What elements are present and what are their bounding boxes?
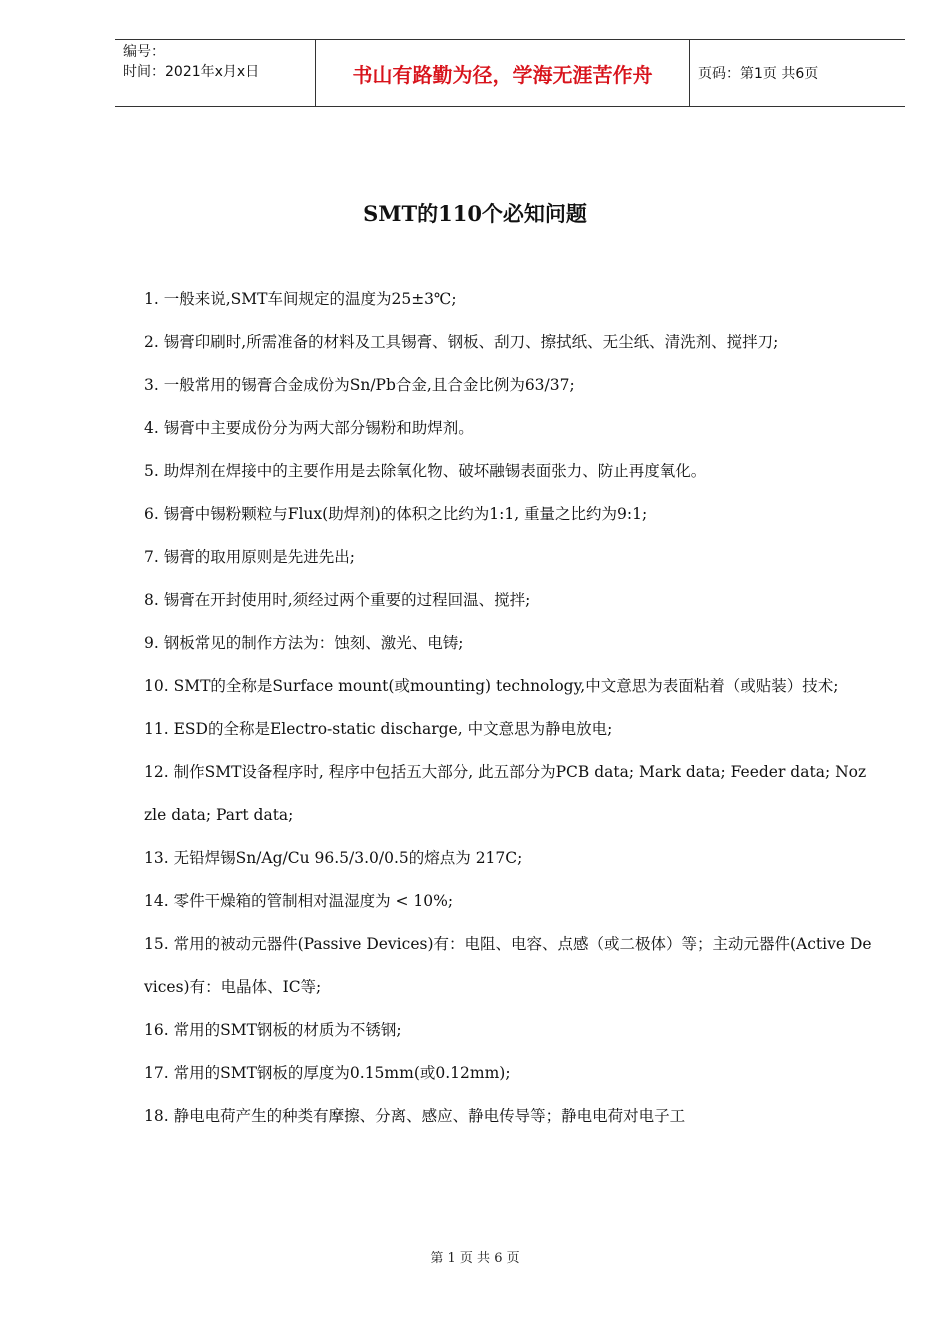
header-time-label: 时间：2021年x月x日 xyxy=(123,64,260,80)
paragraph-1: 1. 一般来说,SMT车间规定的温度为25±3℃; xyxy=(144,290,457,308)
document-title: SMT的110个必知问题 xyxy=(363,201,587,226)
paragraph-4: 4. 锡膏中主要成份分为两大部分锡粉和助焊剂。 xyxy=(144,419,474,437)
document-header xyxy=(115,39,905,107)
paragraph-15: 15. 常用的被动元器件(Passive Devices)有：电阻、电容、点感（或二极体）等；主动元器件(Active Devices)有：电晶体、IC等; xyxy=(144,935,872,996)
paragraph-10: 10. SMT的全称是Surface mount(或mounting) technology,中文意思为表面粘着（或贴装）技术; xyxy=(144,677,839,695)
page-footer: 第 1 页 共 6 页 xyxy=(430,1251,520,1266)
header-page-label: 页码：第1页 共6页 xyxy=(698,66,819,82)
header-motto: 书山有路勤为径，学海无涯苦作舟 xyxy=(316,40,690,106)
paragraph-18: 18. 静电电荷产生的种类有摩擦、分离、感应、静电传导等；静电电荷对电子工 xyxy=(144,1107,686,1125)
paragraph-12: 12. 制作SMT设备程序时, 程序中包括五大部分, 此五部分为PCB data; Mark data; Feeder data; Nozzle data; Part data; xyxy=(144,763,867,824)
paragraph-8: 8. 锡膏在开封使用时,须经过两个重要的过程回温、搅拌; xyxy=(144,591,531,609)
paragraph-16: 16. 常用的SMT钢板的材质为不锈钢; xyxy=(144,1021,402,1039)
header-number-label: 编号： xyxy=(123,44,165,60)
paragraph-13: 13. 无铅焊锡Sn/Ag/Cu 96.5/3.0/0.5的熔点为 217C; xyxy=(144,849,523,867)
header-meta-cell xyxy=(115,40,316,106)
paragraph-14: 14. 零件干燥箱的管制相对温湿度为 < 10%; xyxy=(144,892,454,910)
paragraph-3: 3. 一般常用的锡膏合金成份为Sn/Pb合金,且合金比例为63/37; xyxy=(144,376,575,394)
paragraph-2: 2. 锡膏印刷时,所需准备的材料及工具锡膏、钢板、刮刀、擦拭纸、无尘纸、清洗剂、搅拌刀; xyxy=(144,333,779,351)
paragraph-7: 7. 锡膏的取用原则是先进先出; xyxy=(144,548,355,566)
paragraph-17: 17. 常用的SMT钢板的厚度为0.15mm(或0.12mm); xyxy=(144,1064,511,1082)
paragraph-9: 9. 钢板常见的制作方法为：蚀刻、激光、电铸; xyxy=(144,634,464,652)
paragraph-11: 11. ESD的全称是Electro-static discharge, 中文意思为静电放电; xyxy=(144,720,613,738)
paragraph-5: 5. 助焊剂在焊接中的主要作用是去除氧化物、破坏融锡表面张力、防止再度氧化。 xyxy=(144,462,707,480)
document-body xyxy=(144,278,874,1138)
paragraph-6: 6. 锡膏中锡粉颗粒与Flux(助焊剂)的体积之比约为1:1, 重量之比约为9:1; xyxy=(144,505,648,523)
